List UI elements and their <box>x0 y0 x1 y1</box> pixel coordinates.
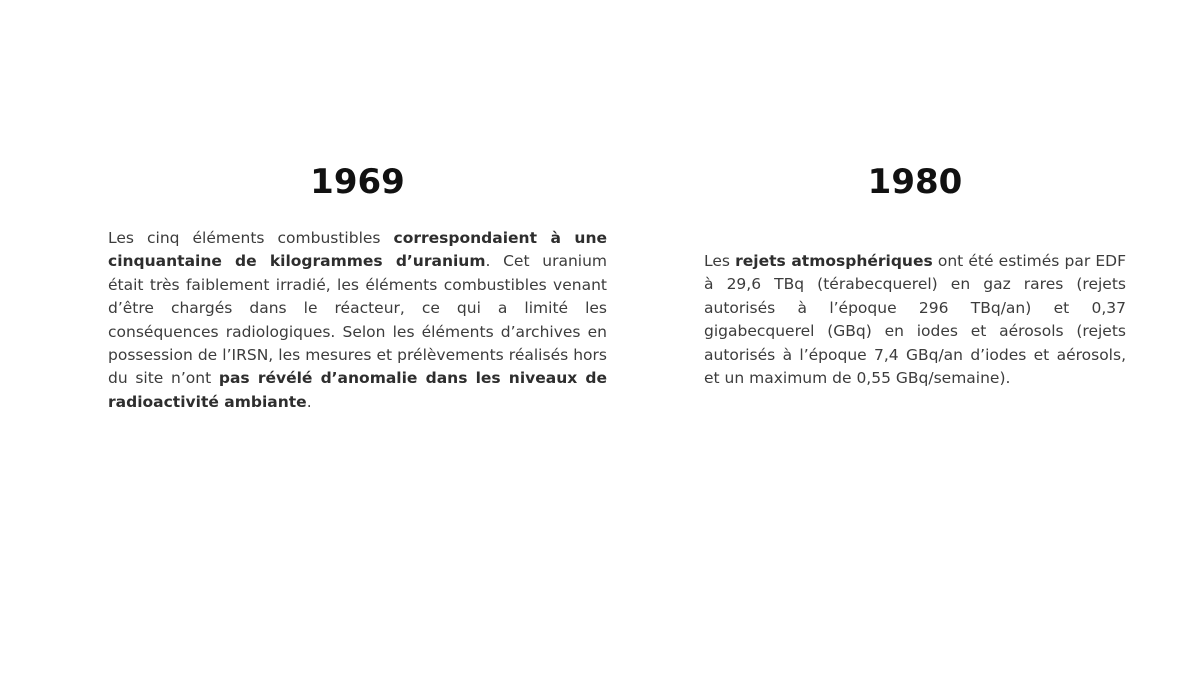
year-heading-1980: 1980 <box>867 162 963 202</box>
text-run: Les cinq éléments combustibles <box>108 229 394 247</box>
paragraph-1980 <box>704 250 1126 390</box>
year-heading-1969: 1969 <box>310 162 405 202</box>
text-run: . <box>306 392 312 411</box>
text-run: Les <box>704 252 736 270</box>
text-run: ont été estimés par EDF à 29,6 TBq (térabecquerel) en gaz rares (rejets autorisés à l’époque 296 TBq/an) et 0,37 gigabecquerel (GBq) en iodes et aérosols (rejets autorisés à l’époque 7,4 GBq/an d’iodes et aérosols, et un maximum de 0,55 GBq/semaine). <box>704 252 1126 388</box>
bold-text-run: pas révélé d’anomalie dans les niveaux de radioactivité ambiante <box>108 369 608 411</box>
bold-text-run: rejets atmosphériques <box>735 252 933 270</box>
paragraph-1969 <box>108 227 607 414</box>
text-run: . Cet uranium était très faiblement irradié, les éléments combustibles venant d’être chargés dans le réacteur, ce qui a limité les conséquences radiologiques. Selon les éléments d’archives en possession de l’IRSN, les mesures et prélèvements réalisés hors du site n’ont <box>108 252 607 388</box>
bold-text-run: correspondaient à une cinquantaine de kilogrammes d’uranium <box>108 229 607 271</box>
